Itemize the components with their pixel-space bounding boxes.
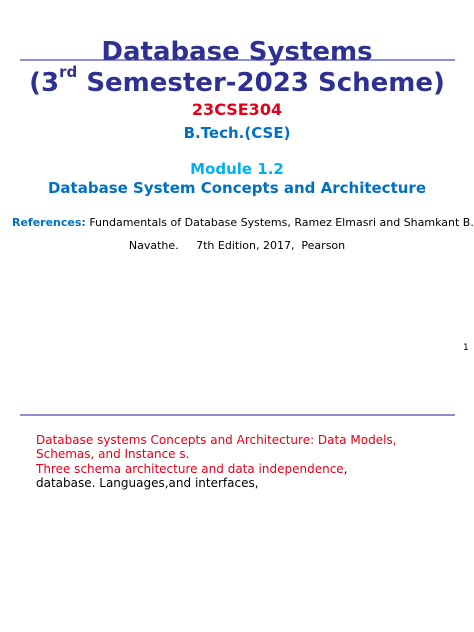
course-code: 23CSE304: [191, 100, 283, 119]
contents-line-1: Database systems Concepts and Architecture: Data Models,: [36, 433, 397, 447]
title-line-1: Database Systems: [101, 37, 373, 67]
module-number: Module 1.2: [190, 160, 284, 178]
contents-line-4: database. Languages,and interfaces,: [36, 476, 259, 490]
page-number: 1: [463, 343, 469, 353]
contents-line-3: [36, 462, 348, 477]
title-rest: Semester-2023 Scheme): [77, 68, 445, 98]
references-label: References:: [12, 216, 86, 229]
contents-line-2: Schemas, and Instance s.: [36, 447, 190, 461]
title-line-2: [0, 63, 474, 98]
title-superscript: rd: [59, 63, 78, 81]
contents-line-3-comma: ,: [343, 462, 348, 476]
references: [12, 216, 474, 229]
bottom-divider: [20, 414, 455, 416]
degree: B.Tech.(CSE): [183, 124, 291, 142]
module-title: Database System Concepts and Architecture: [47, 179, 426, 197]
contents-line-3-text: Three schema architecture and data independence: [36, 462, 344, 476]
references-text: Fundamentals of Database Systems, Ramez Elmasri and Shamkant B.: [85, 216, 474, 229]
references-continued: Navathe. 7th Edition, 2017, Pearson: [128, 239, 346, 252]
title-open: (3: [29, 68, 60, 98]
